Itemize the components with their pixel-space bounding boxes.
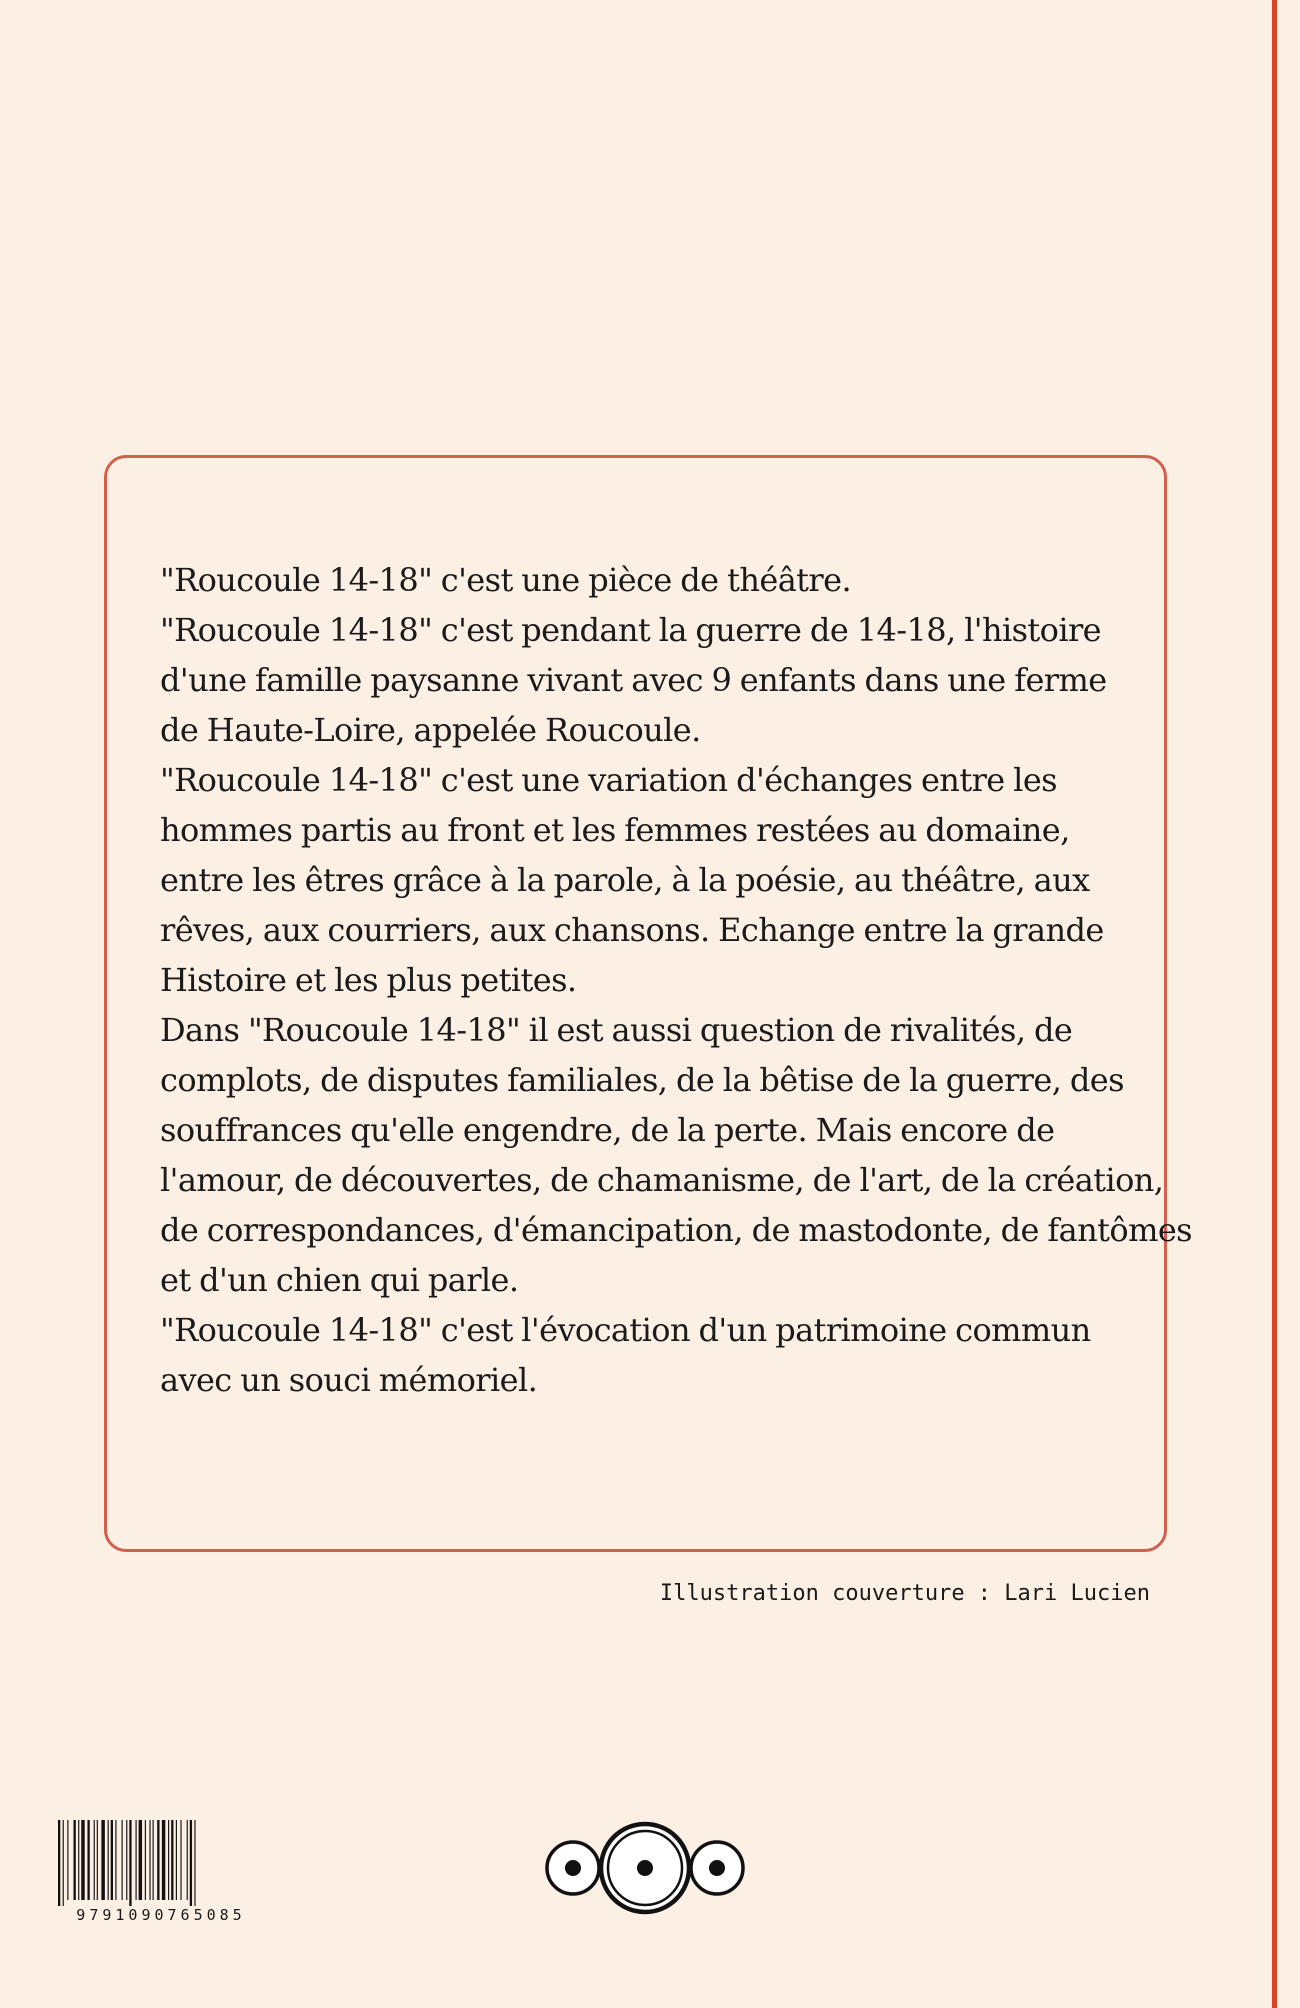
illustration-credit: Illustration couverture : Lari Lucien [659, 1581, 1150, 1606]
barcode-bar [194, 1820, 195, 1906]
barcode-bar [78, 1820, 79, 1900]
barcode-bar [190, 1820, 192, 1906]
barcode-bar [149, 1820, 150, 1900]
blurb-line: hommes partis au front et les femmes restées au domaine, [160, 811, 1070, 849]
barcode-bar [67, 1820, 68, 1900]
barcode-bar [94, 1820, 95, 1900]
barcode-bar [129, 1820, 131, 1906]
isbn-digits: 9791090765085 [76, 1906, 246, 1924]
blurb-line: "Roucoule 14-18" c'est pendant la guerre de 14-18, l'histoire [160, 611, 1102, 649]
barcode-bar [87, 1820, 89, 1900]
blurb-line: l'amour, de découvertes, de chamanisme, de l'art, de la création, [160, 1161, 1164, 1199]
blurb-line: rêves, aux courriers, aux chansons. Echange entre la grande [160, 911, 1104, 949]
blurb-line: et d'un chien qui parle. [160, 1261, 519, 1299]
isbn-barcode [56, 1820, 266, 1920]
barcode-bar [136, 1820, 137, 1900]
barcode-bar [171, 1820, 173, 1900]
barcode-bar [139, 1820, 142, 1900]
barcode-bar [108, 1820, 109, 1900]
blurb-line: "Roucoule 14-18" c'est une variation d'échanges entre les [160, 761, 1057, 799]
blurb-line: "Roucoule 14-18" c'est l'évocation d'un patrimoine commun [160, 1311, 1091, 1349]
barcode-bar [126, 1820, 127, 1900]
barcode-bar [58, 1820, 60, 1906]
barcode-bar [122, 1820, 123, 1900]
barcode-bar [180, 1820, 181, 1900]
back-cover-blurb [160, 555, 1192, 1405]
blurb-line: complots, de disputes familiales, de la bêtise de la guerre, des [160, 1061, 1124, 1099]
barcode-bar [162, 1820, 165, 1900]
blurb-line: avec un souci mémoriel. [160, 1361, 538, 1399]
barcode-bar [74, 1820, 76, 1900]
blurb-line: "Roucoule 14-18" c'est une pièce de théâtre. [160, 561, 852, 599]
barcode-bar [81, 1820, 84, 1900]
three-eyes-logo-icon [540, 1818, 750, 1918]
barcode-bar [176, 1820, 177, 1900]
blurb-line: souffrances qu'elle engendre, de la perte. Mais encore de [160, 1111, 1055, 1149]
barcode-bar [187, 1820, 188, 1900]
blurb-line: Dans "Roucoule 14-18" il est aussi question de rivalités, de [160, 1011, 1073, 1049]
barcode-bar [101, 1820, 104, 1900]
blurb-line: Histoire et les plus petites. [160, 961, 577, 999]
barcode-bar [145, 1820, 146, 1900]
blurb-line: entre les êtres grâce à la parole, à la poésie, au théâtre, aux [160, 861, 1090, 899]
barcode-bar [168, 1820, 169, 1900]
barcode-bar [153, 1820, 154, 1900]
blurb-line: de correspondances, d'émancipation, de mastodonte, de fantômes [160, 1211, 1192, 1249]
spine-edge-line [1272, 0, 1277, 2008]
barcode-bar [97, 1820, 98, 1900]
blurb-line: de Haute-Loire, appelée Roucoule. [160, 711, 701, 749]
barcode-bar [157, 1820, 159, 1900]
barcode-bar [111, 1820, 113, 1900]
blurb-line: d'une famille paysanne vivant avec 9 enfants dans une ferme [160, 661, 1107, 699]
barcode-bar [115, 1820, 116, 1900]
barcode-bar [63, 1820, 64, 1906]
